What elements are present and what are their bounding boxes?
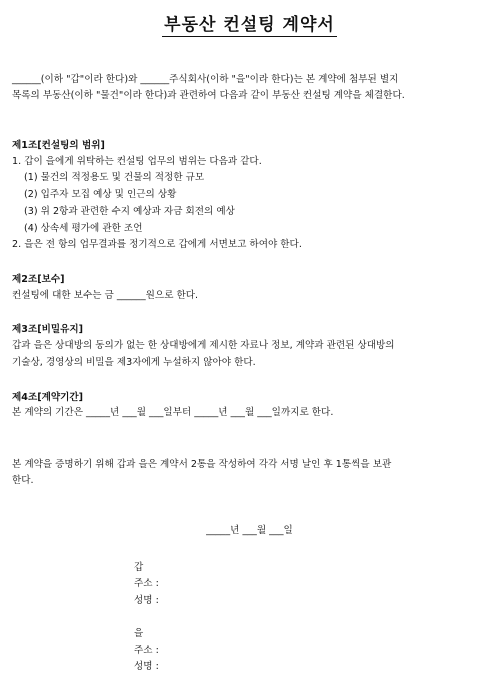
party-b-address: 주소 : bbox=[134, 645, 159, 656]
article-1-clause-1: 1. 갑이 을에게 위탁하는 컨설팅 업무의 범위는 다음과 같다. bbox=[12, 156, 262, 167]
party-b-name: 성명 : bbox=[134, 661, 159, 672]
article-1-item-2: (2) 입주자 모집 예상 및 인근의 상황 bbox=[24, 189, 177, 200]
intro-line-1: ______(이하 "갑"이라 한다)와 ______주식회사(이하 "을"이라 한다)는 본 계약에 첨부된 별지 bbox=[12, 74, 399, 85]
article-1-heading: 제1조[컨설팅의 범위] bbox=[12, 140, 105, 151]
article-3-line-1: 갑과 을은 상대방의 동의가 없는 한 상대방에게 제시한 자료나 정보, 계약과 관련된 상대방의 bbox=[12, 340, 395, 351]
article-1-item-4: (4) 상속세 평가에 관한 조언 bbox=[24, 223, 143, 234]
document-title bbox=[0, 10, 499, 35]
article-2-text: 컨설팅에 대한 보수는 금 ______원으로 한다. bbox=[12, 290, 199, 301]
article-1-clause-2: 2. 을은 전 항의 업무결과를 정기적으로 갑에게 서면보고 하여야 한다. bbox=[12, 239, 302, 250]
party-b-label: 을 bbox=[134, 628, 144, 639]
party-a-name: 성명 : bbox=[134, 595, 159, 606]
party-a-label: 갑 bbox=[134, 562, 144, 573]
article-3-line-2: 기술상, 경영상의 비밀을 제3자에게 누설하지 않아야 한다. bbox=[12, 357, 256, 368]
contract-date: _____년 ___월 ___일 bbox=[206, 525, 293, 536]
article-1-item-1: (1) 물건의 적정용도 및 건물의 적정한 규모 bbox=[24, 172, 205, 183]
article-1-item-3: (3) 위 2항과 관련한 수지 예상과 자금 회전의 예상 bbox=[24, 206, 235, 217]
party-a-address: 주소 : bbox=[134, 578, 159, 589]
article-2-heading: 제2조[보수] bbox=[12, 274, 65, 285]
document-title-text: 부동산 컨설팅 계약서 bbox=[164, 15, 335, 35]
closing-line-1: 본 계약을 증명하기 위해 갑과 을은 계약서 2통을 작성하여 각각 서명 날인 후 1통씩을 보관 bbox=[12, 459, 392, 470]
article-4-heading: 제4조[계약기간] bbox=[12, 392, 84, 403]
intro-line-2: 목록의 부동산(이하 "물건"이라 한다)과 관련하여 다음과 같이 부동산 컨설팅 계약을 체결한다. bbox=[12, 90, 405, 101]
article-4-text: 본 계약의 기간은 _____년 ___월 ___일부터 _____년 ___월 ___일까지로 한다. bbox=[12, 407, 334, 418]
closing-line-2: 한다. bbox=[12, 475, 34, 486]
article-3-heading: 제3조[비밀유지] bbox=[12, 324, 84, 335]
